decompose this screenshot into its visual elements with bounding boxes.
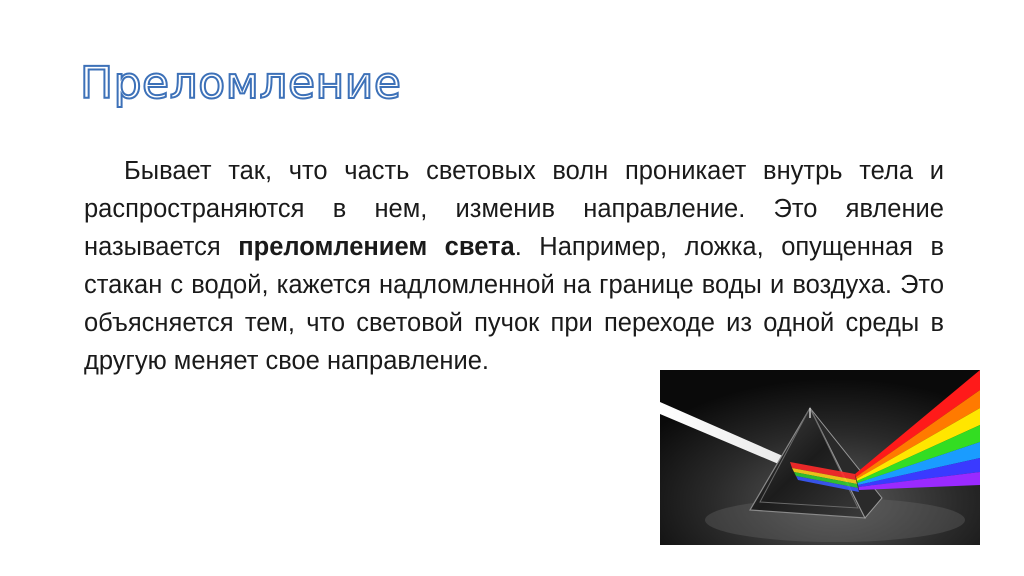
- paragraph-text-part2: . Например, ложка, опущенная в стакан с водой, кажется надломленной на границе воды и воздуха. Это объясняется тем, что световой пучок при переходе из одной среды в другую меняет свое направление.: [84, 233, 944, 375]
- slide-paragraph: [84, 152, 944, 380]
- paragraph-text-part1: Бывает так, что часть световых волн проникает внутрь тела и распространяются в нем, изменив направление. Это явление называется: [84, 157, 944, 261]
- prism-dispersion-image: [660, 370, 980, 545]
- paragraph-bold-term: преломлением света: [238, 233, 515, 261]
- slide-title: Преломление: [80, 58, 402, 109]
